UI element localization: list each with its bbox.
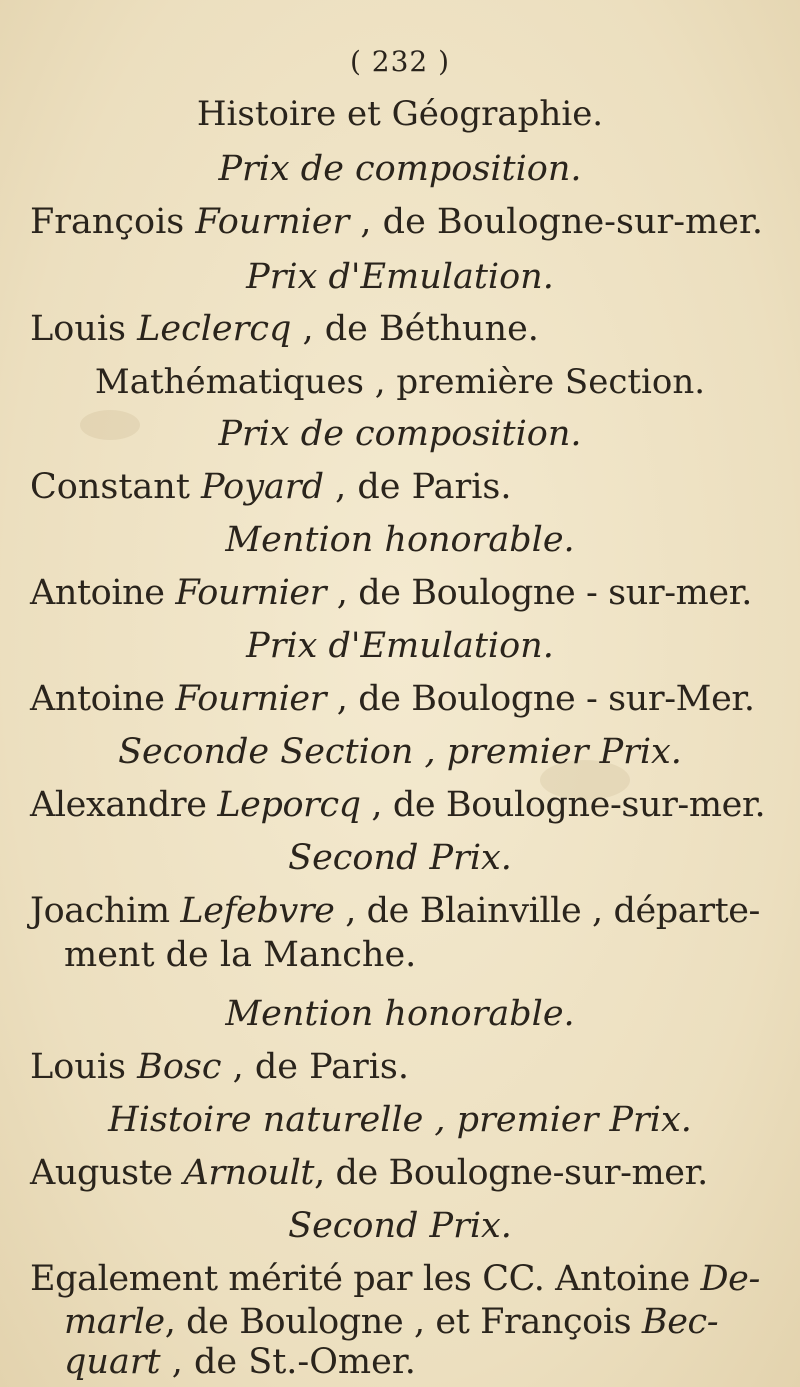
prize-heading: Second Prix.: [288, 838, 512, 878]
laureate-entry: Alexandre Leporcq , de Boulogne-sur-mer.: [30, 785, 766, 825]
laureate-entry: Antoine Fournier , de Boulogne - sur-mer.: [30, 573, 752, 613]
prize-heading: Second Prix.: [288, 1206, 512, 1246]
section-heading: Histoire et Géographie.: [196, 94, 604, 134]
laureate-entry: Louis Bosc , de Paris.: [30, 1047, 409, 1087]
laureate-entry: Auguste Arnoult, de Boulogne-sur-mer.: [30, 1153, 708, 1193]
laureate-entry: François Fournier , de Boulogne-sur-mer.: [30, 202, 763, 242]
prize-heading: Prix d'Emulation.: [246, 257, 554, 297]
prize-heading: Prix de composition.: [218, 414, 582, 454]
laureate-entry-continued: ment de la Manche.: [64, 935, 417, 975]
prize-heading: Prix d'Emulation.: [246, 626, 554, 666]
laureate-entry: Antoine Fournier , de Boulogne - sur-Mer.: [30, 679, 755, 719]
section-heading: Histoire naturelle , premier Prix.: [108, 1100, 692, 1140]
note-paragraph: Egalement mérité par les CC. Antoine De-: [30, 1259, 760, 1299]
prize-heading: Mention honorable.: [225, 520, 575, 560]
prize-heading: Prix de composition.: [218, 149, 582, 189]
note-paragraph-end: quart , de St.-Omer.: [64, 1342, 416, 1382]
page-number: ( 232 ): [349, 45, 451, 78]
section-heading: Seconde Section , premier Prix.: [118, 732, 682, 772]
laureate-entry: Louis Leclercq , de Béthune.: [30, 309, 539, 349]
laureate-entry: Constant Poyard , de Paris.: [30, 467, 512, 507]
laureate-entry: Joachim Lefebvre , de Blainville , départe-: [30, 891, 760, 931]
section-heading: Mathématiques , première Section.: [94, 362, 706, 402]
note-paragraph-continued: marle, de Boulogne , et François Bec-: [64, 1302, 719, 1342]
prize-heading: Mention honorable.: [225, 994, 575, 1034]
